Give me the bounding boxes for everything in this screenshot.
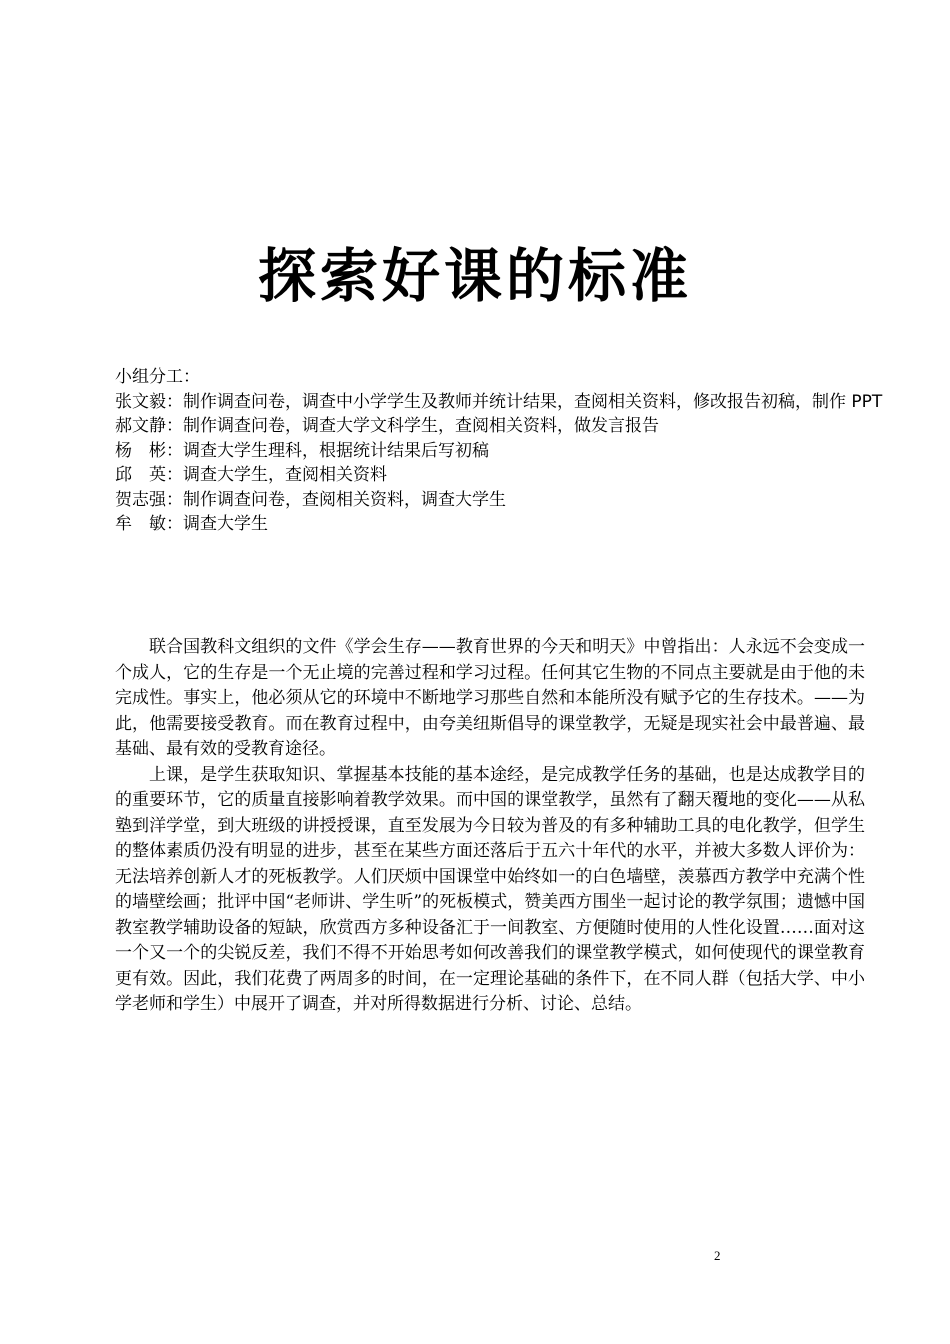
- document-title: 探索好课的标准: [257, 242, 692, 310]
- member-role-qiu: 邱 英：调查大学生，查阅相关资料: [115, 465, 387, 485]
- member-role-zhang: 张文毅：制作调查问卷，调查中小学学生及教师并统计结果，查阅相关资料，修改报告初稿，制作 PPT: [115, 391, 883, 412]
- member-role-he: 贺志强：制作调查问卷，查阅相关资料，调查大学生: [115, 489, 506, 510]
- member-role-mou: 牟 敏：调查大学生: [115, 514, 268, 534]
- paragraph: 联合国教科文组织的文件《学会生存——教育世界的今天和明天》中曾指出：人永远不会变成一个成人，它的生存是一个无止境的完善过程和学习过程。任何其它生物的不同点主要就是由于他的未完成性。事实上，他必须从它的环境中不断地学习那些自然和本能所没有赋予它的生存技术。——为此，他需要接受教育。而在教育过程中，由夸美纽斯倡导的课堂教学，无疑是现实社会中最普遍、最基础、最有效的受教育途径。: [115, 637, 865, 759]
- member-role-yang: 杨 彬：调查大学生理科，根据统计结果后写初稿: [115, 440, 489, 461]
- group-division-section: [115, 365, 895, 537]
- paragraph: 上课，是学生获取知识、掌握基本技能的基本途经，是完成教学任务的基础，也是达成教学目的的重要环节，它的质量直接影响着教学效果。而中国的课堂教学，虽然有了翻天覆地的变化——从私塾到洋学堂，到大班级的讲授授课，直至发展为今日较为普及的有多种辅助工具的电化教学，但学生的整体素质仍没有明显的进步，甚至在某些方面还落后于五六十年代的水平，并被大多数人评价为：无法培养创新人才的死板教学。人们厌烦中国课堂中始终如一的白色墙壁，羡慕西方教学中充满个性的墙壁绘画；批评中国“老师讲、学生听”的死板模式，赞美西方围坐一起讨论的教学氛围；遗憾中国教室教学辅助设备的短缺，欣赏西方多种设备汇于一间教室、方便随时使用的人性化设置……面对这一个又一个的尖锐反差，我们不得不开始思考如何改善我们的课堂教学模式，如何使现代的课堂教育更有效。因此，我们花费了两周多的时间，在一定理论基础的条件下，在不同人群（包括大学、中小学老师和学生）中展开了调查，并对所得数据进行分析、讨论、总结。: [115, 764, 865, 1014]
- member-role-hao: 郝文静：制作调查问卷，调查大学文科学生，查阅相关资料，做发言报告: [115, 416, 659, 436]
- page-number: 2: [714, 1248, 721, 1263]
- group-division-heading: 小组分工：: [115, 367, 200, 387]
- body-text: [115, 635, 865, 1018]
